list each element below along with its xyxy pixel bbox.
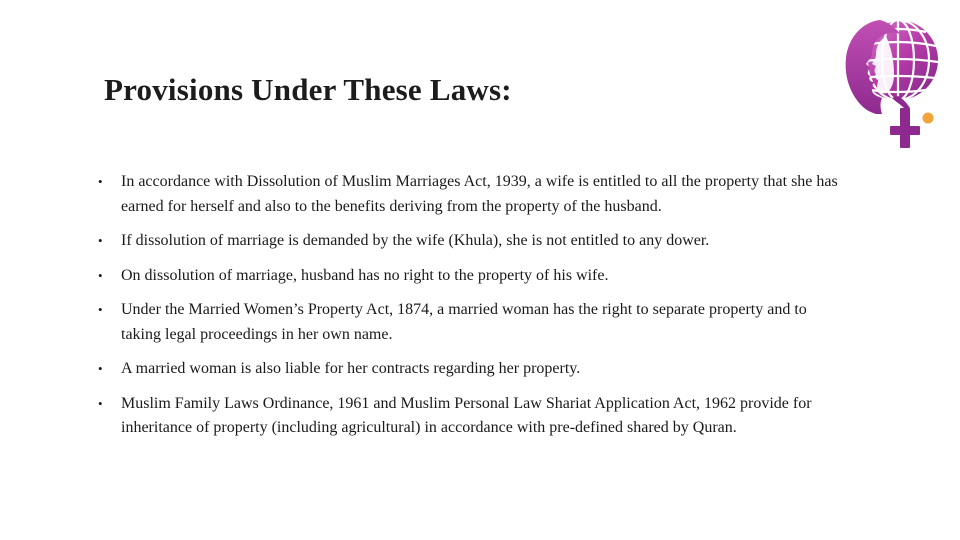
bullet-text: On dissolution of marriage, husband has no right to the property of his wife. — [121, 266, 609, 284]
bullet-text: Under the Married Women’s Property Act, 1874, a married woman has the right to separate property and to taking legal proceedings in her own name. — [121, 301, 807, 343]
bullet-text: Muslim Family Laws Ordinance, 1961 and Muslim Personal Law Shariat Application Act, 1962 provide for inheritance of property (including agricultural) in accordance with pre-defined shared by Quran. — [121, 394, 812, 436]
bullet-text: In accordance with Dissolution of Muslim Marriages Act, 1939, a wife is entitled to all the property that she has earned for herself and also to the benefits deriving from the property of the husband. — [121, 173, 838, 215]
bullet-item — [98, 170, 838, 219]
bullet-list — [98, 170, 838, 441]
bullet-marker: • — [98, 361, 103, 376]
bullet-item — [98, 298, 838, 347]
bullet-marker: • — [98, 174, 103, 189]
slide-title: Provisions Under These Laws: — [104, 72, 512, 107]
bullet-item — [98, 264, 838, 289]
woman-globe-venus-logo-icon — [836, 10, 946, 160]
bullet-marker: • — [98, 267, 103, 283]
bullet-item — [98, 392, 838, 441]
bullet-marker: • — [98, 395, 103, 411]
bullet-marker: • — [98, 302, 103, 317]
bullet-item — [98, 229, 838, 254]
bullet-marker: • — [98, 233, 103, 248]
bullet-text: If dissolution of marriage is demanded by the wife (Khula), she is not entitled to any dower. — [121, 232, 710, 249]
bullet-item — [98, 357, 838, 382]
bullet-text: A married woman is also liable for her contracts regarding her property. — [121, 360, 581, 377]
